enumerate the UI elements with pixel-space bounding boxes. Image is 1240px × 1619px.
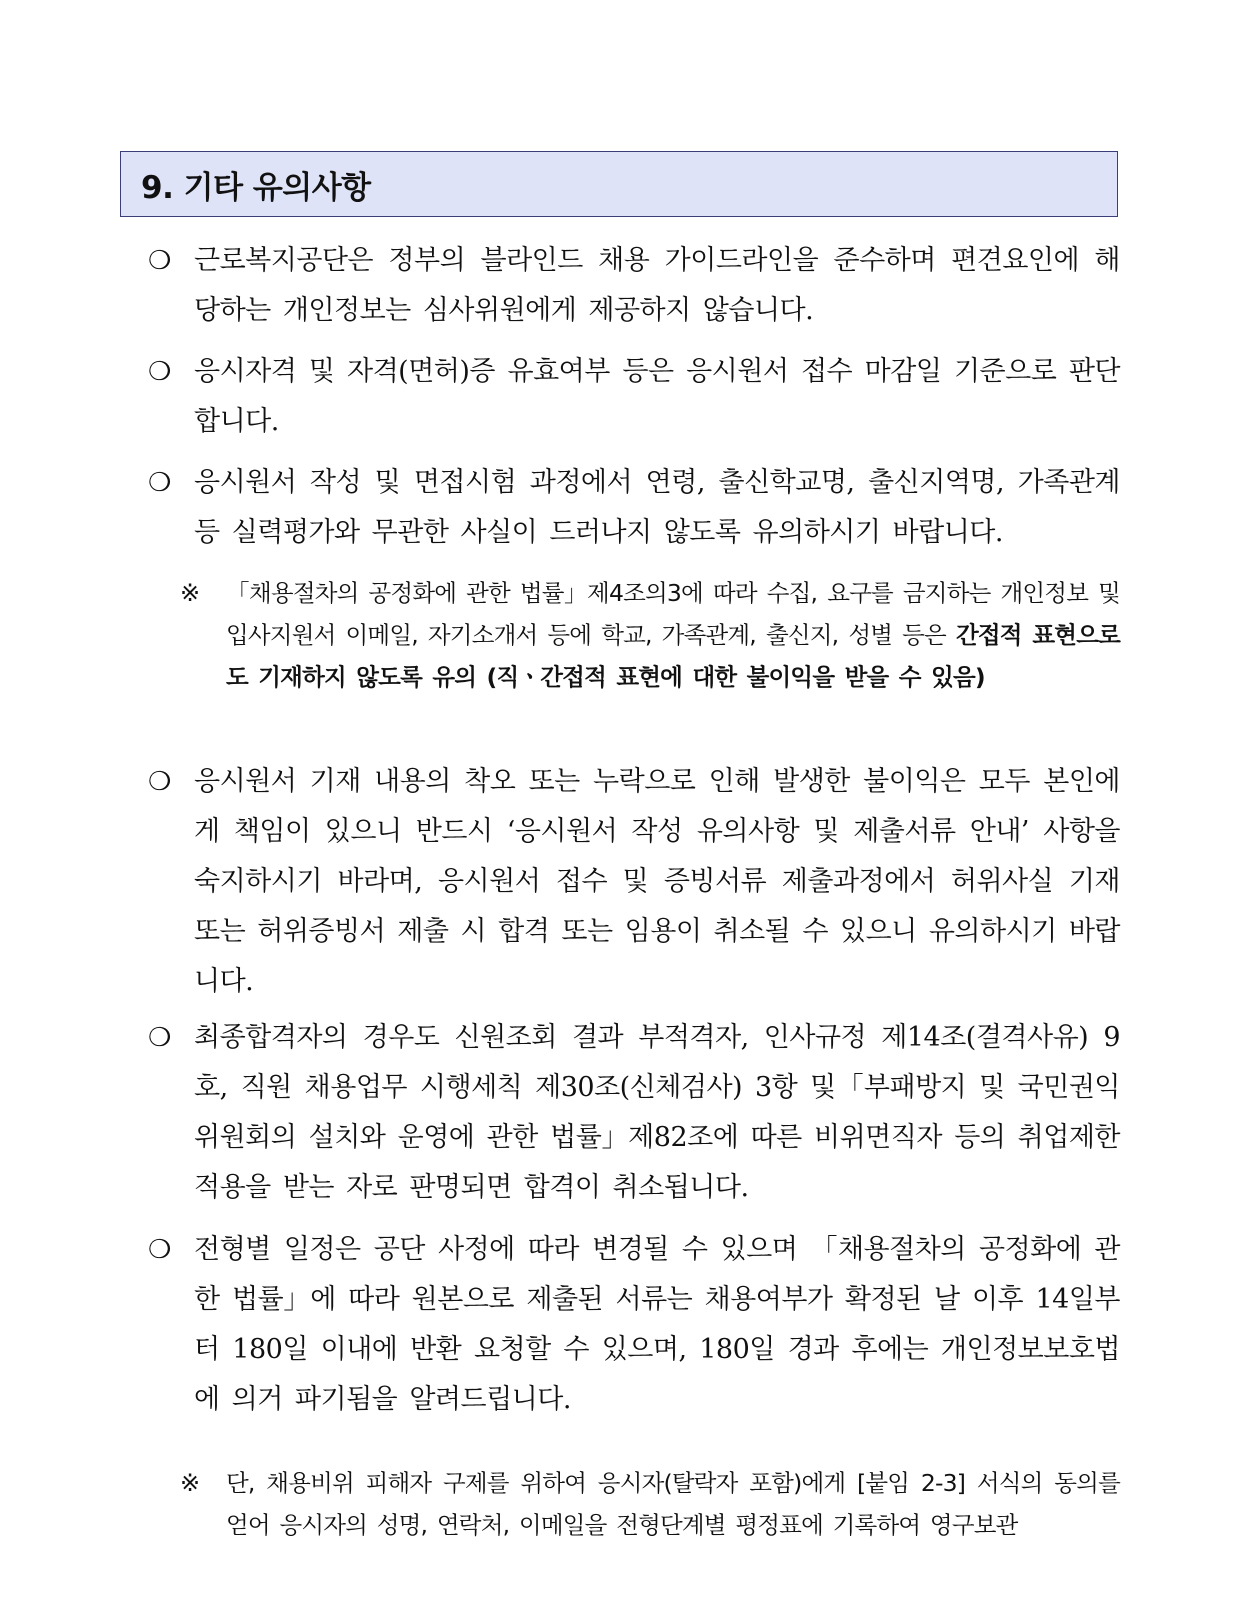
- reference-note: [180, 1462, 1120, 1546]
- circle-bullet-icon: ❍: [148, 767, 172, 797]
- notice-item: [148, 1225, 1120, 1425]
- notice-item: [148, 458, 1120, 558]
- note-body: 「채용절차의 공정화에 관한 법률」제4조의3에 따라 수집, 요구를 금지하는 개인정보 및 입사지원서 이메일, 자기소개서 등에 학교, 가족관계, 출신지, 성별 등은: [226, 579, 1120, 649]
- notice-item: [148, 1013, 1120, 1213]
- note-text: 단, 채용비위 피해자 구제를 위하여 응시자(탈락자 포함)에게 [붙임 2-3] 서식의 동의를 얻어 응시자의 성명, 연락처, 이메일을 전형단계별 평정표에 기록하여 영구보관: [226, 1469, 1120, 1539]
- notice-text: 전형별 일정은 공단 사정에 따라 변경될 수 있으며 「채용절차의 공정화에 관한 법률」에 따라 원본으로 제출된 서류는 채용여부가 확정된 날 이후 14일부터 180일 이내에 반환 요청할 수 있으며, 180일 경과 후에는 개인정보보호법에 의거 파기됨을 알려드립니다.: [194, 1234, 1120, 1415]
- note-emphasis: 간접적 표현으로도 기재하지 않도록 유의 (직ㆍ간접적 표현에 대한 불이익을 받을 수 있음): [226, 621, 1120, 691]
- notice-text: 최종합격자의 경우도 신원조회 결과 부적격자, 인사규정 제14조(결격사유) 9호, 직원 채용업무 시행세칙 제30조(신체검사) 3항 및「부패방지 및 국민권익위원회의 설치와 운영에 관한 법률」제82조에 따른 비위면직자 등의 취업제한 적용을 받는 자로 판명되면 합격이 취소됩니다.: [194, 1022, 1120, 1203]
- reference-note: [180, 572, 1120, 698]
- notice-item: [148, 757, 1120, 1007]
- notice-text: 응시자격 및 자격(면허)증 유효여부 등은 응시원서 접수 마감일 기준으로 판단합니다.: [194, 356, 1120, 437]
- notice-item: [148, 236, 1120, 336]
- notice-text: 근로복지공단은 정부의 블라인드 채용 가이드라인을 준수하며 편견요인에 해당하는 개인정보는 심사위원에게 제공하지 않습니다.: [194, 245, 1120, 326]
- circle-bullet-icon: ❍: [148, 246, 172, 276]
- circle-bullet-icon: ❍: [148, 468, 172, 498]
- note-text: [226, 572, 1120, 698]
- notice-item: [148, 347, 1120, 447]
- section-title: 9. 기타 유의사항: [141, 169, 371, 206]
- circle-bullet-icon: ❍: [148, 1023, 172, 1053]
- reference-mark-icon: ※: [180, 1469, 201, 1497]
- notice-text: 응시원서 작성 및 면접시험 과정에서 연령, 출신학교명, 출신지역명, 가족관계 등 실력평가와 무관한 사실이 드러나지 않도록 유의하시기 바랍니다.: [194, 467, 1120, 548]
- circle-bullet-icon: ❍: [148, 1235, 172, 1265]
- circle-bullet-icon: ❍: [148, 357, 172, 387]
- reference-mark-icon: ※: [180, 579, 201, 607]
- section-heading: [120, 151, 1118, 217]
- notice-text: 응시원서 기재 내용의 착오 또는 누락으로 인해 발생한 불이익은 모두 본인에게 책임이 있으니 반드시 ‘응시원서 작성 유의사항 및 제출서류 안내’ 사항을 숙지하시기 바라며, 응시원서 접수 및 증빙서류 제출과정에서 허위사실 기재 또는 허위증빙서 제출 시 합격 또는 임용이 취소될 수 있으니 유의하시기 바랍니다.: [194, 766, 1120, 997]
